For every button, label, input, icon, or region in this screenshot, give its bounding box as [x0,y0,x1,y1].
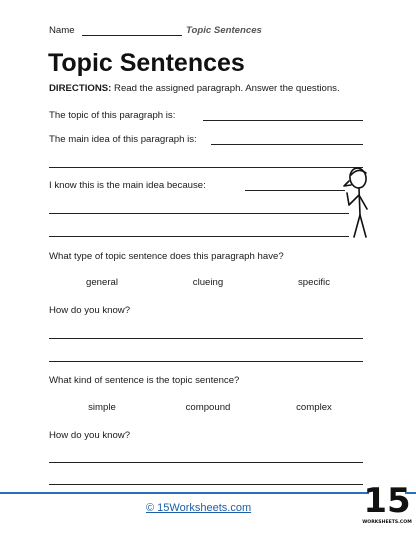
name-write-line[interactable] [82,35,182,36]
type-question: What type of topic sentence does this paragraph have? [49,251,284,262]
because-answer-line-1[interactable] [245,190,345,191]
footer-divider [0,492,416,494]
type-option-clueing[interactable]: clueing [192,277,224,288]
main-idea-answer-line-1[interactable] [211,144,363,145]
stick-figure-illustration [335,163,385,243]
how-know-answer-line-1a[interactable] [49,338,363,339]
kind-question: What kind of sentence is the topic sentence? [49,375,240,386]
type-option-general[interactable]: general [85,277,118,288]
because-label: I know this is the main idea because: [49,180,206,191]
main-idea-label: The main idea of this paragraph is: [49,134,197,145]
name-label: Name [49,25,75,36]
directions-label: DIRECTIONS: [49,83,112,94]
how-know-label-2: How do you know? [49,430,131,441]
logo-number: 15 [363,481,411,521]
header-topic-label: Topic Sentences [186,25,262,36]
type-option-specific[interactable]: specific [298,277,330,288]
worksheets-logo [362,470,412,528]
kind-option-simple[interactable]: simple [88,402,116,413]
because-answer-line-2[interactable] [49,213,349,214]
main-idea-answer-line-2[interactable] [49,167,363,168]
how-know-answer-line-2a[interactable] [49,462,363,463]
kind-option-compound[interactable]: compound [185,402,231,413]
topic-answer-line[interactable] [203,120,363,121]
how-know-label-1: How do you know? [49,305,131,316]
how-know-answer-line-1b[interactable] [49,361,363,362]
directions-text: Read the assigned paragraph. Answer the questions. [114,83,340,94]
page-title: Topic Sentences [48,49,245,77]
because-answer-line-3[interactable] [49,236,349,237]
logo-caption: WORKSHEETS.COM [362,520,412,525]
footer-copyright-link[interactable]: © 15Worksheets.com [146,502,252,514]
kind-option-complex[interactable]: complex [296,402,332,413]
directions [49,83,340,95]
how-know-answer-line-2b[interactable] [49,484,363,485]
topic-label: The topic of this paragraph is: [49,110,176,121]
